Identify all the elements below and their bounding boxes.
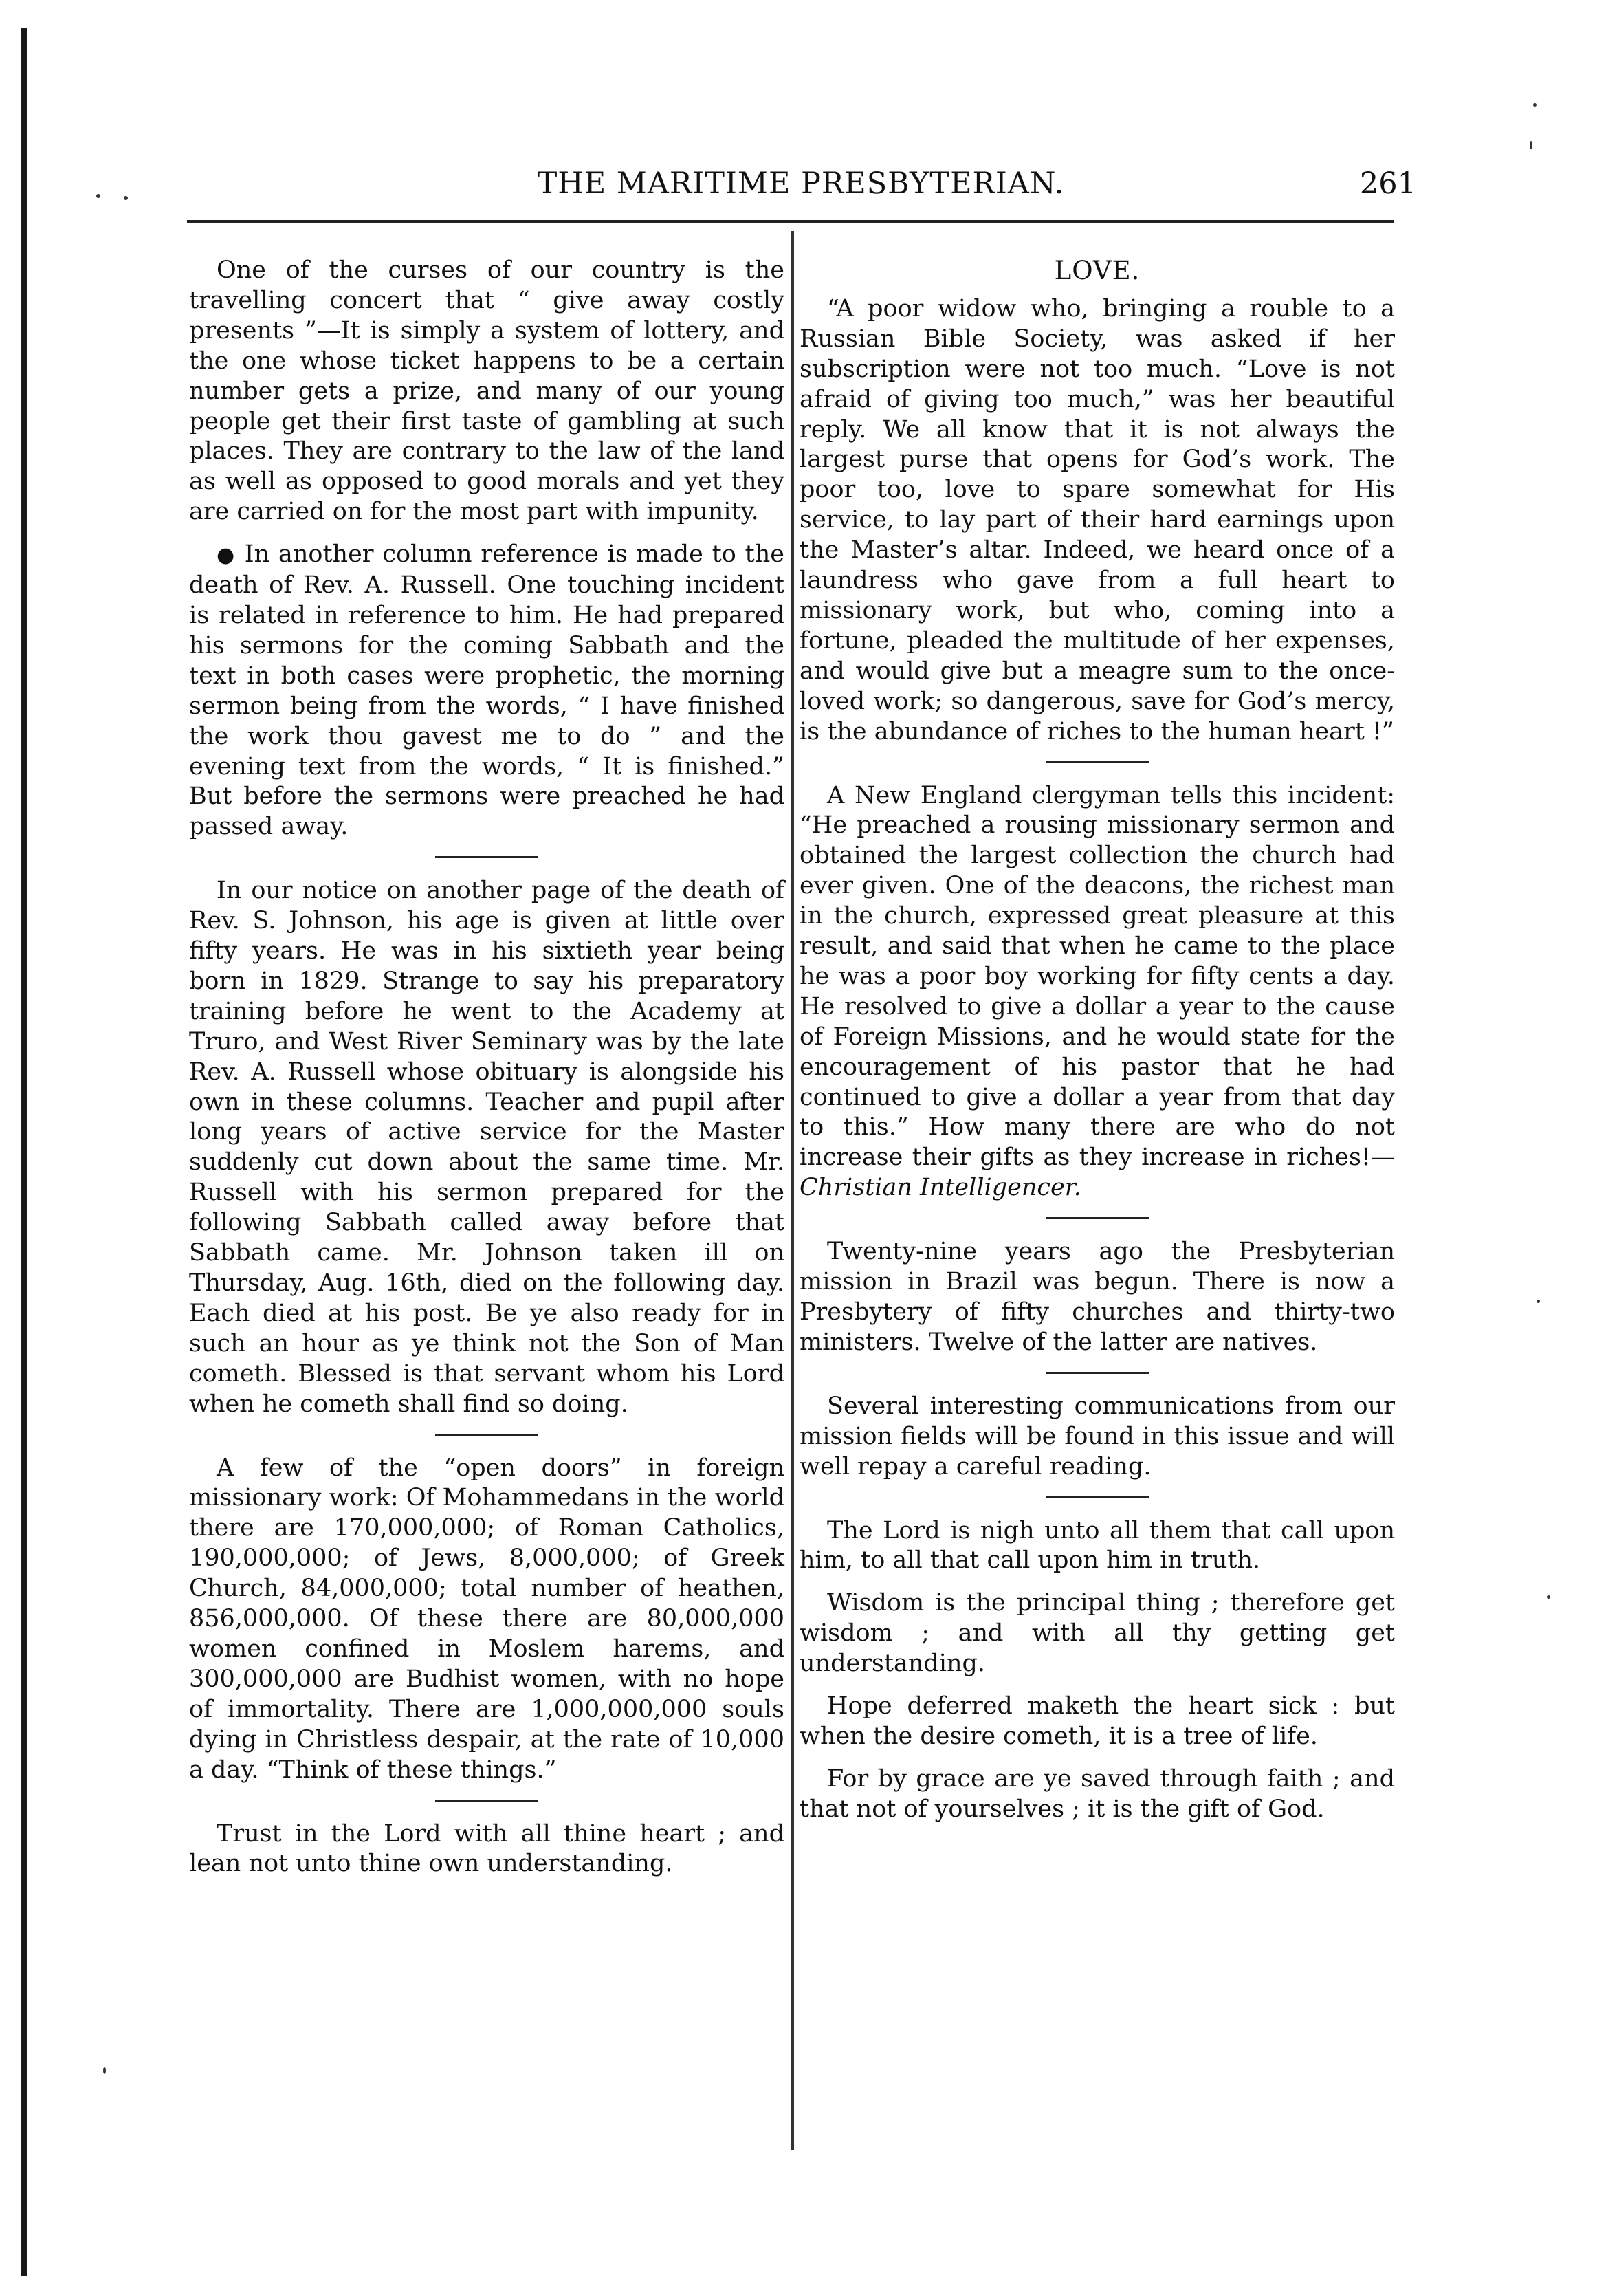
russell-text: In another column reference is made to the death of Rev. A. Russell. One touching incident is related in reference to him. He had prepared his sermons for the coming Sabbath and the text in both cases were prophetic, the morning sermon being from the words, “ I have finished the work thou gavest me to do ” and the evening text from the words, “ It is finished.” But before the sermons were preached he had passed away. — [189, 540, 784, 841]
print-speck — [1547, 1595, 1550, 1599]
wisdom-verse: Wisdom is the principal thing ; therefore get wisdom ; and with all thy getting get understanding. — [800, 1589, 1395, 1678]
right-column — [800, 256, 1395, 1825]
brazil-paragraph: Twenty-nine years ago the Presbyterian mission in Brazil was begun. There is now a Presbytery of fifty churches and thirty-two ministers. Twelve of the latter are natives. — [800, 1238, 1395, 1356]
lord-nigh-verse: The Lord is nigh unto all them that call upon him, to all that call upon him in truth. — [800, 1516, 1395, 1575]
separator — [435, 1434, 538, 1436]
page-number: 261 — [1359, 166, 1416, 201]
print-speck — [1530, 141, 1532, 149]
spacer — [800, 1752, 1395, 1764]
page-header — [186, 162, 1416, 217]
spacer — [800, 1576, 1395, 1588]
hope-verse: Hope deferred maketh the heart sick : but when the desire cometh, it is a tree of life. — [800, 1692, 1395, 1750]
left-column — [189, 256, 784, 1879]
bullet-icon: ● — [217, 543, 236, 568]
separator — [1046, 761, 1149, 763]
love-heading: LOVE. — [1054, 256, 1141, 285]
open-doors-paragraph: A few of the “open doors” in foreign missionary work: Of Mohammedans in the world there are 170,000,000; of Roman Catholics, 190,000,000; of Jews, 8,000,000; of Greek Church, 84,000,000; total number of heathen, 856,000,000. Of these there are 80,000,000 women confined in Moslem harems, and 300,000,000 are Budhist women, with no hope of immortality. There are 1,000,000,000 souls dying in Christless despair, at the rate of 10,000 a day. “Think of these things.” — [189, 1454, 784, 1784]
separator — [1046, 1496, 1149, 1498]
johnson-paragraph: In our notice on another page of the death of Rev. S. Johnson, his age is given at little over fifty years. He was in his sixtieth year being born in 1829. Strange to say his preparatory training before he went to the Academy at Truro, and West River Seminary was by the late Rev. A. Russell whose obituary is alongside his own in these columns. Teacher and pupil after long years of active service for the Master suddenly cut down about the same time. Mr. Russell with his sermon prepared for the following Sabbath called away before that Sabbath came. Mr. Johnson taken ill on Thursday, Aug. 16th, died on the following day. Each died at his post. Be ye also ready for in such an hour as ye think not the Son of Man cometh. Blessed is that servant whom his Lord when he cometh shall find so doing. — [189, 877, 784, 1418]
separator — [1046, 1372, 1149, 1374]
clergyman-paragraph — [800, 781, 1395, 1204]
journal-title: THE MARITIME PRESBYTERIAN. — [537, 166, 1065, 201]
print-speck — [1537, 1300, 1540, 1303]
print-speck — [103, 2067, 106, 2074]
header-rule — [187, 220, 1394, 223]
print-speck — [96, 194, 100, 198]
lottery-concert-paragraph: One of the curses of our country is the travelling concert that “ give away costly presents ”—It is simply a system of lottery, and the one whose ticket happens to be a certain number gets a prize, and many of our young people get their first taste of gambling at such places. They are contrary to the law of the land as well as opposed to good morals and yet they are carried on for the most part with impunity. — [189, 256, 784, 526]
communications-paragraph: Several interesting communications from our mission fields will be found in this issue and will well repay a careful reading. — [800, 1392, 1395, 1480]
print-speck — [1533, 103, 1537, 107]
trust-verse: Trust in the Lord with all thine heart ; and lean not unto thine own understanding. — [189, 1819, 784, 1878]
clergyman-text: A New England clergyman tells this incident: “He preached a rousing missionary sermon and obtained the largest collection the church had ever given. One of the deacons, the richest man in the church, expressed great pleasure at this result, and said that when he came to the place he was a poor boy working for fifty cents a day. He resolved to give a dollar a year to the cause of Foreign Missions, and he would state for the encouragement of his pastor that he had continued to give a dollar a year from that day to this.” How many there are who do not increase their gifts as they increase in riches!— — [800, 781, 1395, 1172]
print-speck — [124, 196, 128, 200]
grace-verse: For by grace are ye saved through faith ; and that not of yourselves ; it is the gift of God. — [800, 1764, 1395, 1823]
separator — [435, 1800, 538, 1802]
spacer — [800, 1679, 1395, 1692]
separator — [435, 856, 538, 858]
separator — [1046, 1217, 1149, 1219]
russell-paragraph — [189, 540, 784, 842]
column-divider — [791, 231, 794, 2150]
binding-edge — [21, 28, 27, 2276]
spacer — [189, 527, 784, 540]
widow-paragraph: “A poor widow who, bringing a rouble to a Russian Bible Society, was asked if her subscription were not too much. “Love is not afraid of giving too much,” was her beautiful reply. We all know that it is not always the largest purse that opens for God’s work. The poor too, love to spare somewhat for His service, to lay part of their hard earnings upon the Master’s altar. Indeed, we heard once of a laundress who gave from a full heart to missionary work, but who, coming into a fortune, pleaded the multitude of her expenses, and would give but a meagre sum to the once-loved work; so dangerous, save for God’s mercy, is the abundance of riches to the human heart !” — [800, 294, 1395, 745]
source-credit: Christian Intelligencer. — [800, 1174, 1081, 1202]
